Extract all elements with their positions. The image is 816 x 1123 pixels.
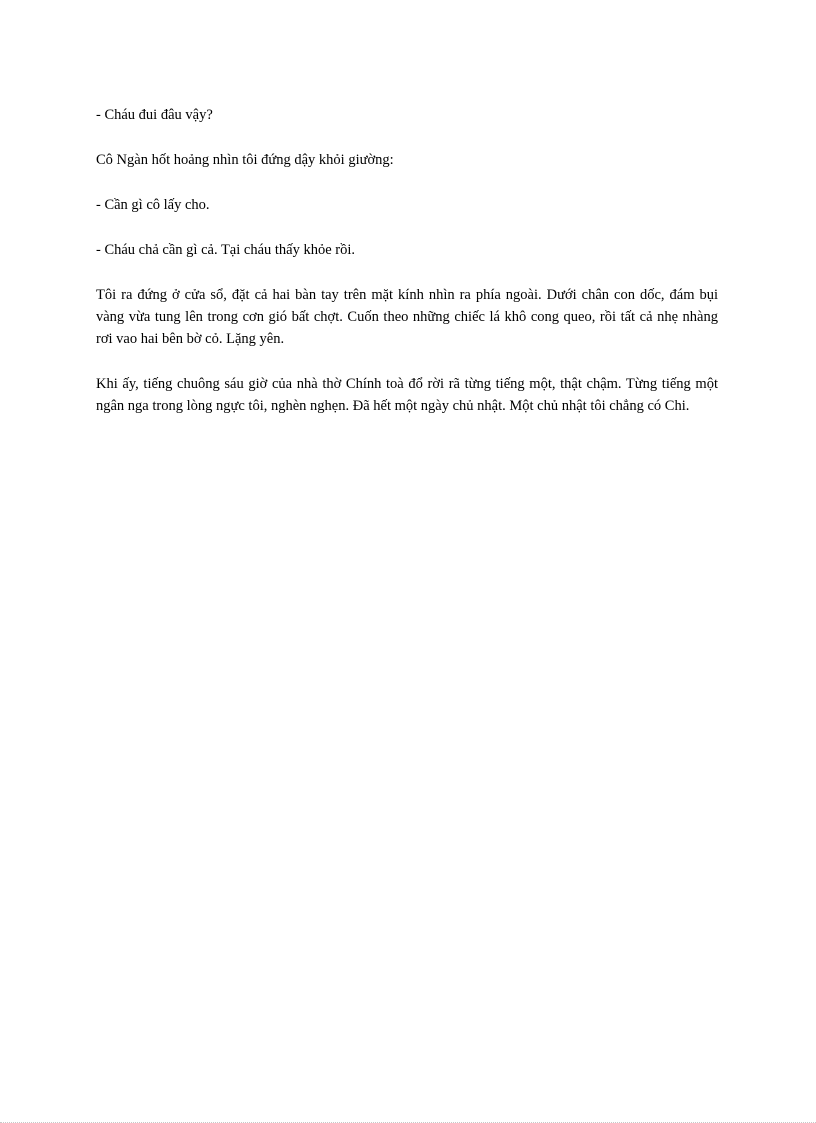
paragraph-narration-3: Khi ấy, tiếng chuông sáu giờ của nhà thờ Chính toà đổ rời rã từng tiếng một, thật chậm. Từng tiếng một ngân nga trong lòng ngực tôi, nghèn nghẹn. Đã hết một ngày chủ nhật. Một chủ nhật tôi chẳng có Chi. — [96, 376, 718, 414]
paragraph-narration-1: Cô Ngàn hốt hoảng nhìn tôi đứng dậy khỏi giường: — [96, 152, 394, 168]
paragraph-dialogue-1: - Cháu đui đâu vậy? — [96, 107, 213, 123]
document-body — [96, 104, 718, 440]
paragraph-narration-2: Tôi ra đứng ở cửa sổ, đặt cả hai bàn tay trên mặt kính nhìn ra phía ngoài. Dưới chân con dốc, đám bụi vàng vừa tung lên trong cơn gió bất chợt. Cuốn theo những chiếc lá khô cong queo, rồi tất cả nhẹ nhàng rơi vao hai bên bờ cỏ. Lặng yên. — [96, 287, 718, 347]
paragraph-dialogue-3: - Cháu chả cần gì cả. Tại cháu thấy khỏe rồi. — [96, 242, 356, 258]
paragraph-dialogue-2: - Cần gì cô lấy cho. — [96, 197, 210, 213]
